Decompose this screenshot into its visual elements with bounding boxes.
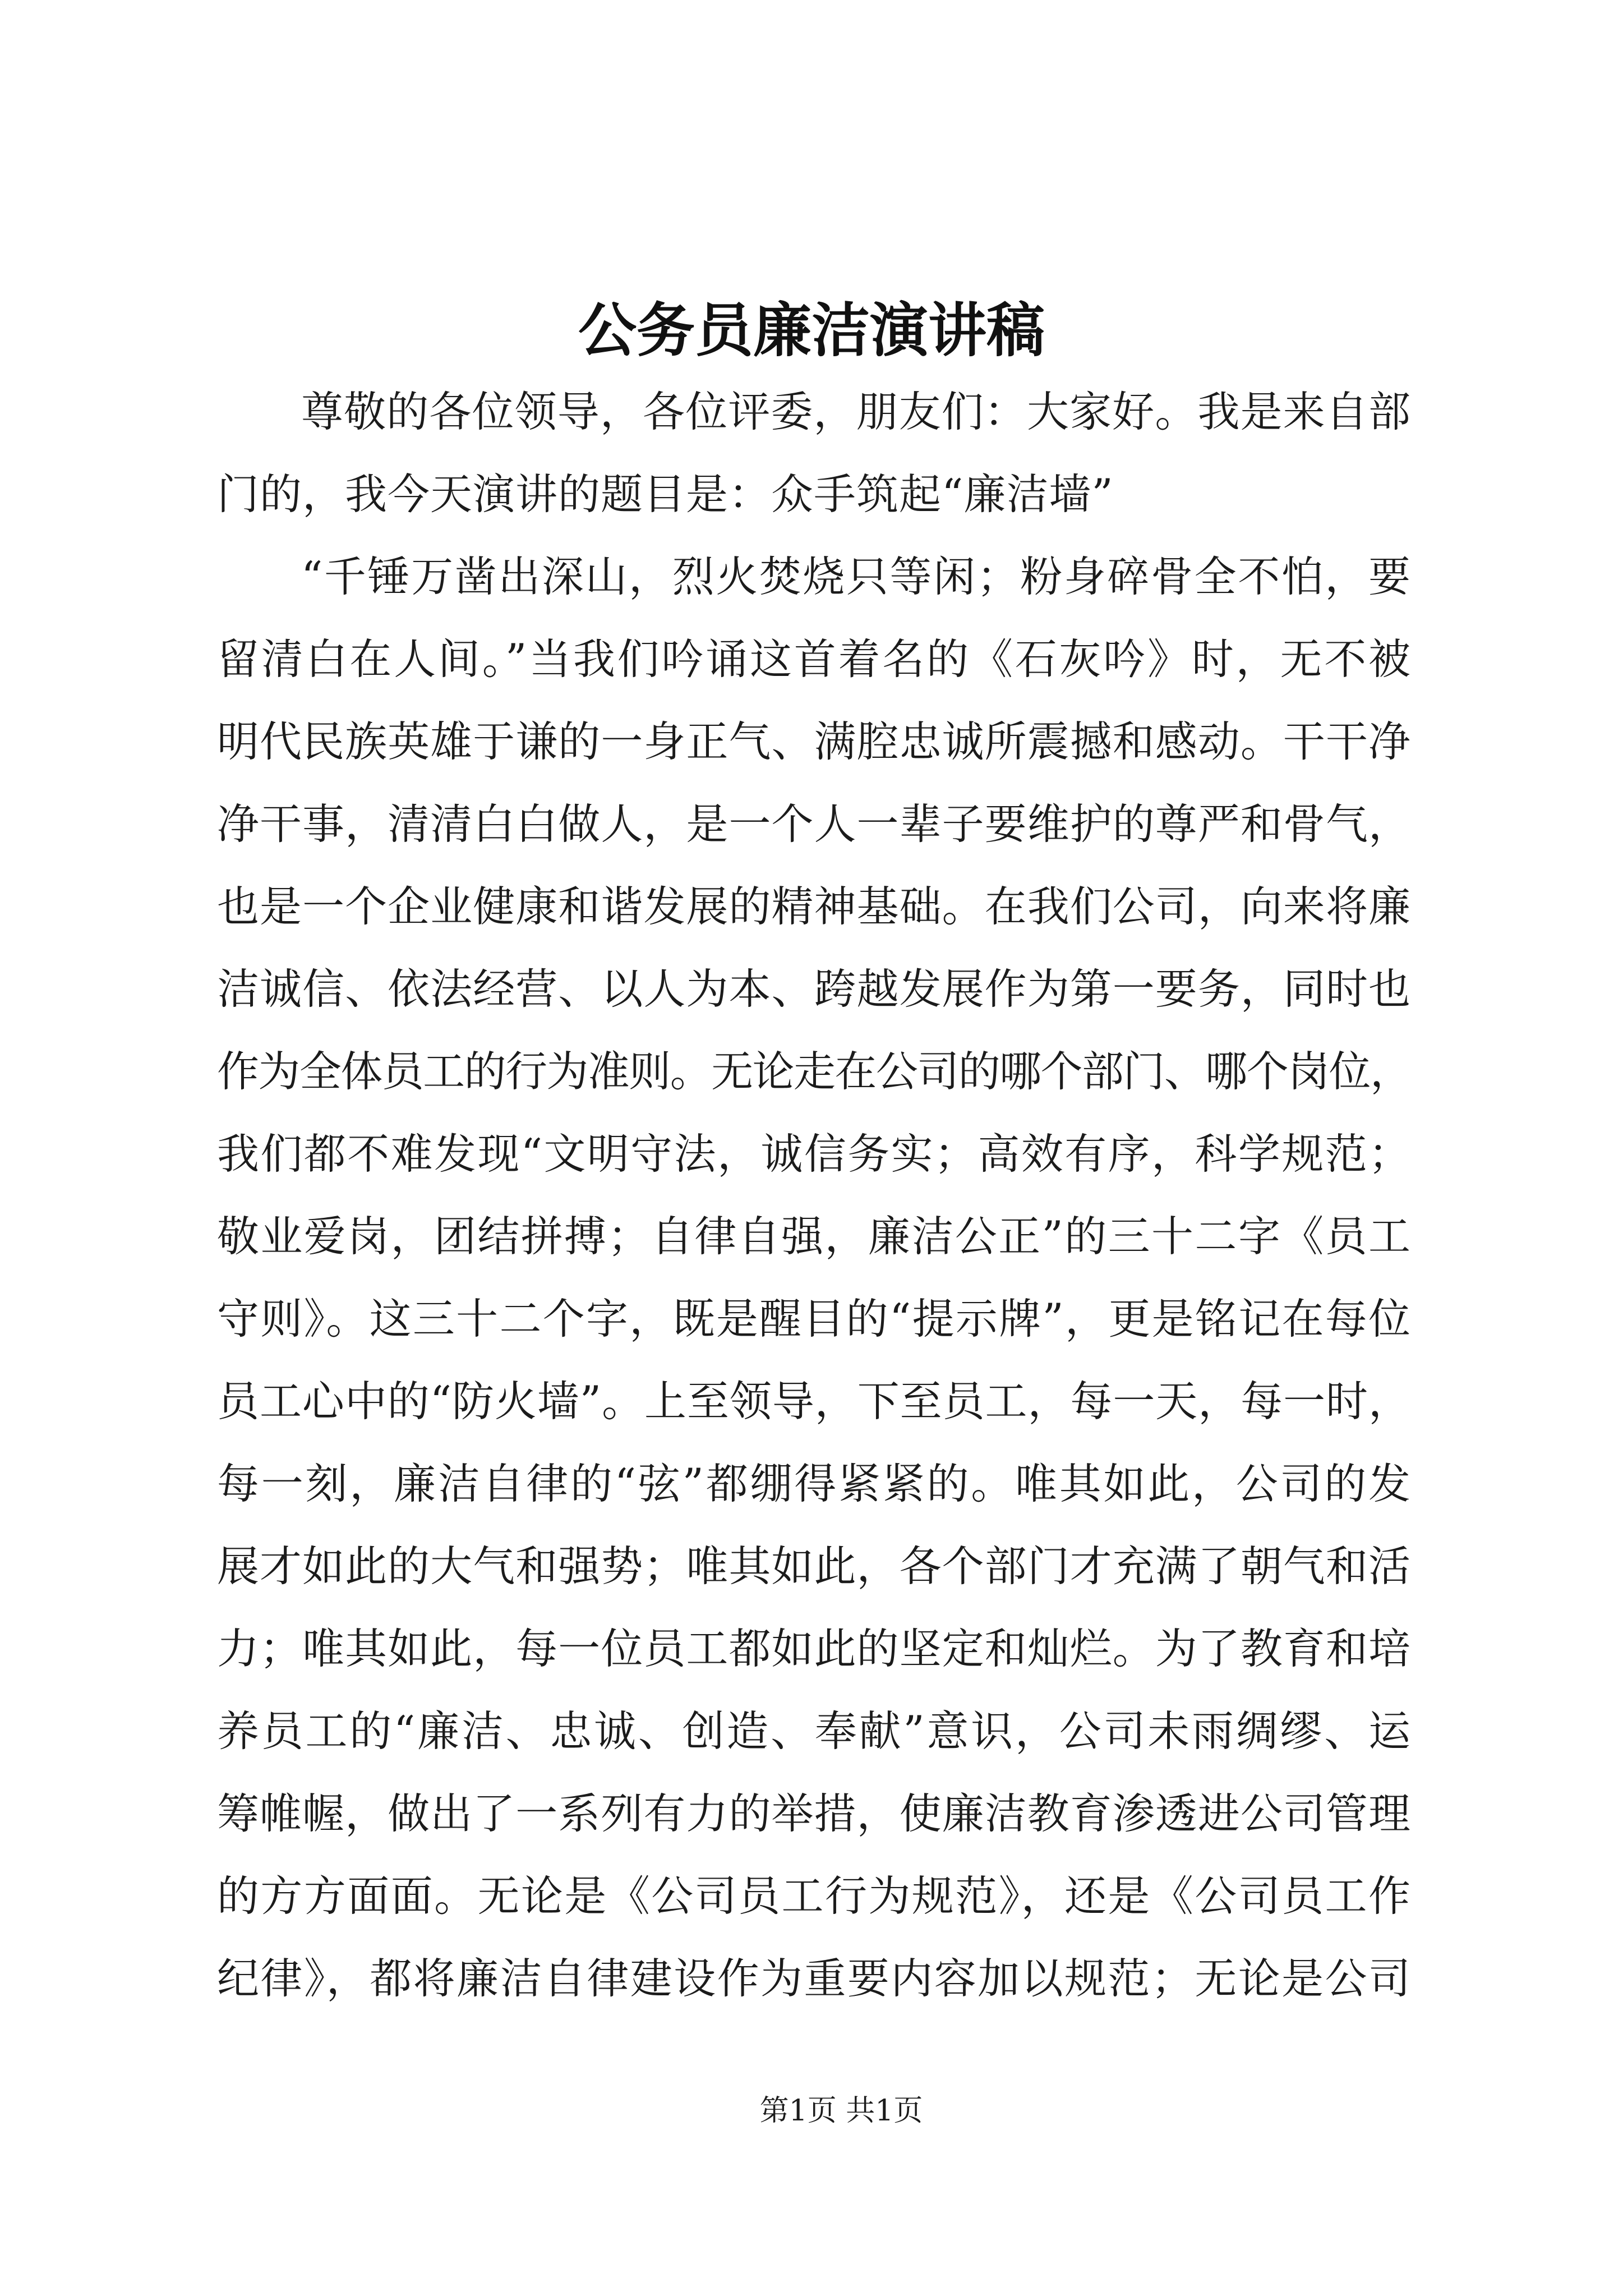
- document-body: [217, 371, 1410, 2020]
- paragraph-line: 尊敬的各位领导，各位评委，朋友们：大家好。我是来自部: [301, 387, 1410, 436]
- paragraph: [217, 371, 1410, 536]
- paragraph-line: 明代民族英雄于谦的一身正气、满腔忠诚所震撼和感动。干干净: [217, 717, 1410, 766]
- paragraph-line: 每一刻，廉洁自律的“弦”都绷得紧紧的。唯其如此，公司的发: [217, 1459, 1410, 1508]
- paragraph-line: 纪律》，都将廉洁自律建设作为重要内容加以规范；无论是公司: [217, 1954, 1410, 2003]
- paragraph-line: 也是一个企业健康和谐发展的精神基础。在我们公司，向来将廉: [217, 882, 1410, 931]
- paragraph-line: 我们都不难发现“文明守法，诚信务实；高效有序，科学规范；: [217, 1129, 1410, 1179]
- paragraph-line: 作为全体员工的行为准则。无论走在公司的哪个部门、哪个岗位，: [217, 1047, 1410, 1096]
- paragraph-line: 的方方面面。无论是《公司员工行为规范》，还是《公司员工作: [217, 1871, 1410, 1921]
- paragraph-line: 守则》。这三十二个字，既是醒目的“提示牌”，更是铭记在每位: [217, 1294, 1410, 1343]
- paragraph-line: 净干事，清清白白做人，是一个人一辈子要维护的尊严和骨气，: [217, 799, 1410, 849]
- paragraph-line: 员工心中的“防火墙”。上至领导，下至员工，每一天，每一时，: [217, 1377, 1410, 1426]
- paragraph-line: 门的，我今天演讲的题目是：众手筑起“廉洁墙”: [217, 470, 1114, 519]
- paragraph-line: 养员工的“廉洁、忠诚、创造、奉献”意识，公司未雨绸缪、运: [217, 1706, 1410, 1756]
- paragraph-line: “千锤万凿出深山，烈火焚烧只等闲；粉身碎骨全不怕，要: [301, 552, 1410, 601]
- paragraph-line: 敬业爱岗，团结拼搏；自律自强，廉洁公正”的三十二字《员工: [217, 1212, 1410, 1261]
- paragraph-line: 展才如此的大气和强势；唯其如此，各个部门才充满了朝气和活: [217, 1542, 1410, 1591]
- paragraph-line: 筹帷幄，做出了一系列有力的举措，使廉洁教育渗透进公司管理: [217, 1789, 1410, 1838]
- paragraph: [217, 536, 1410, 2020]
- paragraph-line: 力；唯其如此，每一位员工都如此的坚定和灿烂。为了教育和培: [217, 1624, 1410, 1673]
- document-title: 公务员廉洁演讲稿: [578, 296, 1045, 365]
- paragraph-line: 留清白在人间。”当我们吟诵这首着名的《石灰吟》时，无不被: [217, 634, 1410, 684]
- page-footer: 第1页 共1页: [759, 2094, 923, 2128]
- paragraph-line: 洁诚信、依法经营、以人为本、跨越发展作为第一要务，同时也: [217, 964, 1410, 1014]
